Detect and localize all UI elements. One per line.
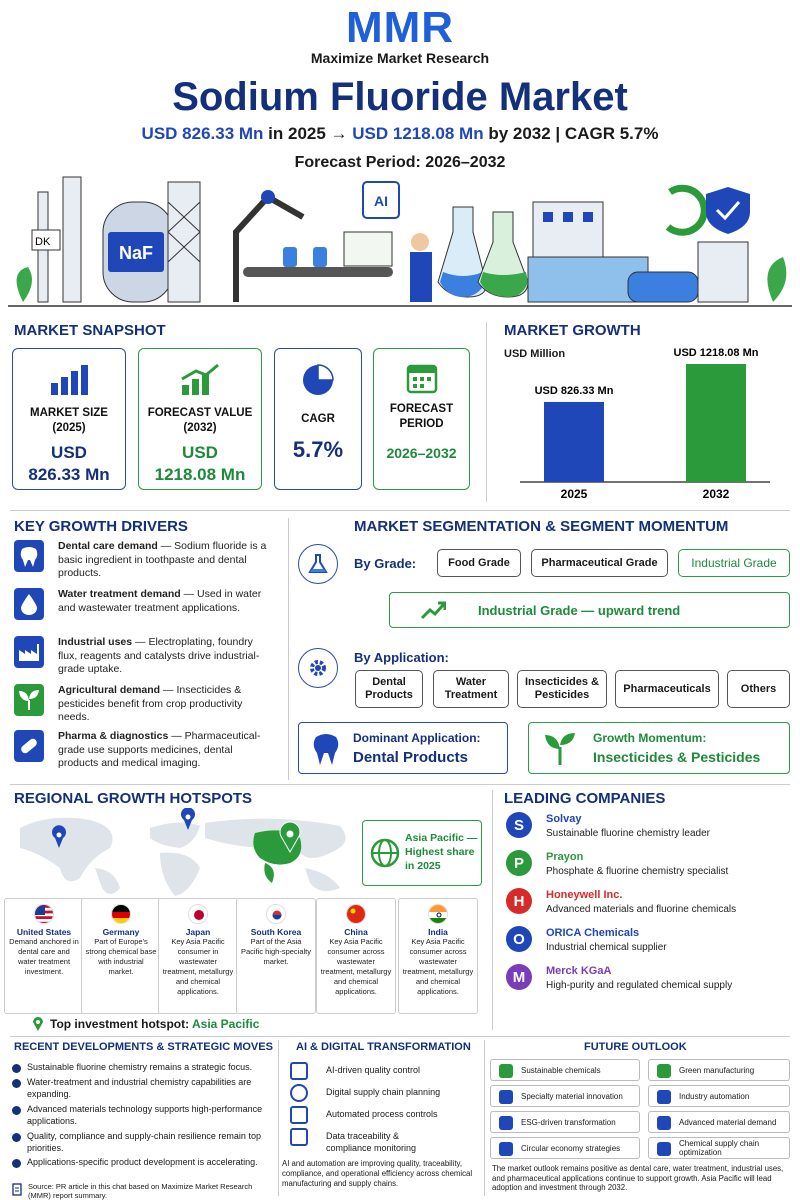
document-icon	[12, 1183, 22, 1196]
asia-pacific-callout	[362, 820, 482, 886]
outlook-item	[648, 1111, 790, 1133]
outlook-label: Specialty material innovation	[521, 1091, 623, 1101]
driver-head: Agricultural demand	[58, 684, 161, 696]
truck-icon	[657, 1142, 671, 1156]
ai-item: Automated process controls	[326, 1109, 438, 1119]
robot-arm-icon	[657, 1090, 671, 1104]
app-insecticides: Insecticides & Pesticides	[517, 670, 607, 708]
bar-chart-icon	[47, 363, 91, 397]
page-title: Sodium Fluoride Market	[172, 75, 628, 119]
forecast-period-value: 2026–2032	[386, 445, 457, 461]
grade-label: By Grade:	[354, 556, 417, 571]
check-bullet-icon	[12, 1133, 21, 1142]
category-label-2025: 2025	[560, 487, 588, 501]
gear-icon	[298, 648, 338, 688]
bulb-icon	[499, 1090, 513, 1104]
outlook-label: Green manufacturing	[679, 1065, 755, 1075]
country-desc: Key Asia Pacific consumer across wastewater treatment, metallurgy and chemical applications.	[402, 937, 474, 996]
section-divider	[486, 322, 487, 502]
globe-icon	[369, 837, 401, 869]
dk-label: DK	[35, 236, 51, 248]
check-bullet-icon	[12, 1079, 21, 1088]
app-others: Others	[727, 670, 790, 708]
chart-icon	[657, 1116, 671, 1130]
outlook-item	[648, 1059, 790, 1081]
outlook-title: FUTURE OUTLOOK	[584, 1041, 687, 1053]
outlook-note: The market outlook remains positive as dental care, water treatment, industrial uses, and pharmaceutical applications continue to support growth. Asia Pacific will lead adoption and investment through 2032.	[492, 1164, 784, 1192]
japan-flag-icon	[188, 904, 208, 924]
cagr-value: 5.7%	[292, 437, 344, 462]
us-flag-icon	[34, 904, 54, 924]
driver-item	[58, 588, 270, 615]
development-item: Applications-specific product development is accelerating.	[27, 1157, 258, 1167]
company-logo: S	[506, 812, 532, 838]
country-desc: Demand anchored in dental care and water treatment investment.	[9, 937, 79, 976]
growth-chart-icon	[178, 363, 222, 397]
value-2025: USD 826.33 Mn	[141, 124, 264, 143]
bar-2025	[544, 402, 604, 482]
company-name: Merck KGaA	[546, 965, 612, 977]
headline-connector: in 2025 →	[263, 124, 353, 143]
check-bullet-icon	[12, 1064, 21, 1073]
growth-unit: USD Million	[504, 348, 566, 360]
outlook-label: Chemical supply chain optimization	[679, 1139, 760, 1157]
country-card	[316, 898, 396, 1014]
regional-title: REGIONAL GROWTH HOTSPOTS	[14, 790, 253, 807]
location-pin-icon	[32, 1016, 44, 1032]
country-desc: Key Asia Pacific consumer across wastewater treatment, metallurgy and chemical applications.	[320, 937, 392, 996]
india-flag-icon	[428, 904, 448, 924]
driver-text: — Pharmaceutical-grade use supports medicines, dental products and medical imaging.	[58, 730, 261, 769]
growth-momentum-card	[528, 722, 790, 774]
driver-text: — Insecticides & pesticides benefit from crop productivity needs.	[58, 684, 243, 723]
sprout-icon	[543, 731, 577, 767]
forecast-value-card	[138, 348, 262, 490]
country-card	[81, 898, 161, 1014]
calendar-icon	[405, 361, 439, 395]
section-divider	[288, 518, 289, 780]
company-desc: Industrial chemical supplier	[546, 942, 667, 953]
industrial-trend-text: Industrial Grade — upward trend	[478, 603, 681, 618]
outlook-item	[490, 1085, 640, 1107]
driver-text: — Sodium fluoride is a basic ingredient in toothpaste and dental products.	[58, 540, 267, 579]
leaf-icon	[14, 684, 44, 716]
hotspot-label: Top investment hotspot:	[50, 1017, 190, 1031]
forecast-period-label: FORECAST PERIOD	[389, 403, 454, 430]
factory-icon	[657, 1064, 671, 1078]
company-desc: Advanced materials and fluorine chemicals	[546, 904, 737, 915]
section-divider	[10, 784, 790, 785]
company-name: Honeywell Inc.	[546, 889, 623, 901]
section-divider	[278, 1040, 279, 1196]
momentum-label: Growth Momentum:	[593, 731, 707, 745]
category-label-2032: 2032	[702, 487, 730, 501]
outlook-label: Circular economy strategies	[521, 1143, 621, 1153]
water-drop-icon	[14, 588, 44, 620]
data-label-2025: USD 826.33 Mn	[534, 384, 614, 397]
company-logo: M	[506, 964, 532, 990]
china-flag-icon	[346, 904, 366, 924]
hotspot-line	[50, 1017, 259, 1031]
segmentation-title: MARKET SEGMENTATION & SEGMENT MOMENTUM	[354, 518, 729, 535]
country-desc: Key Asia Pacific consumer in wastewater treatment, metallurgy and chemical applications.	[162, 937, 234, 996]
flask-icon	[298, 544, 338, 584]
pill-icon	[14, 730, 44, 762]
driver-text: — Used in water and wastewater treatment applications.	[58, 588, 262, 614]
check-bullet-icon	[12, 1159, 21, 1168]
market-size-value: USD 826.33 Mn	[28, 443, 110, 484]
development-item: Quality, compliance and supply-chain resilience remain top priorities.	[27, 1131, 261, 1153]
outlook-item	[490, 1111, 640, 1133]
grade-industrial: Industrial Grade	[678, 549, 790, 577]
grade-food: Food Grade	[437, 549, 521, 577]
cagr-label: CAGR	[301, 413, 335, 425]
country-card	[398, 898, 478, 1014]
dominant-application-card	[298, 722, 508, 774]
esg-icon	[499, 1116, 513, 1130]
country-name: China	[344, 927, 368, 937]
shield-check-icon	[290, 1128, 308, 1146]
ai-note: AI and automation are improving quality, traceability, compliance, and operational efficiency across chemical manufacturing and supply chains.	[282, 1159, 473, 1188]
application-label: By Application:	[354, 650, 449, 665]
naf-label: NaF	[118, 243, 154, 263]
germany-flag-icon	[111, 904, 131, 924]
ai-item: AI-driven quality control	[326, 1065, 421, 1075]
company-name: ORICA Chemicals	[546, 927, 640, 939]
driver-text: — Electroplating, foundry flux, reagents and catalysts drive industrial-grade uptake.	[58, 636, 260, 675]
driver-item	[58, 684, 270, 725]
brand-name: Maximize Market Research	[310, 50, 490, 66]
country-name: Japan	[185, 927, 211, 937]
company-logo: P	[506, 850, 532, 876]
driver-item	[58, 636, 270, 677]
ai-item: Data traceability & compliance monitoring	[326, 1131, 417, 1153]
data-label-2032: USD 1218.08 Mn	[673, 347, 759, 359]
country-name: Germany	[102, 927, 140, 937]
world-map	[10, 808, 360, 900]
supply-chain-icon	[290, 1084, 308, 1102]
snapshot-title: MARKET SNAPSHOT	[14, 322, 166, 339]
country-name: South Korea	[250, 927, 302, 937]
outlook-item	[490, 1137, 640, 1159]
forecast-value-value: USD 1218.08 Mn	[154, 443, 246, 484]
outlook-item	[648, 1137, 790, 1159]
headline-cagr: by 2032 | CAGR 5.7%	[483, 124, 659, 143]
forecast-period: Forecast Period: 2026–2032	[294, 154, 506, 171]
app-water: Water Treatment	[433, 670, 509, 708]
development-item: Advanced materials technology supports high-performance applications.	[27, 1104, 263, 1126]
pie-chart-icon	[301, 363, 335, 397]
outlook-label: Industry automation	[679, 1091, 750, 1101]
forecast-period-card	[373, 348, 470, 490]
section-divider	[492, 790, 493, 1030]
cagr-card	[274, 348, 362, 490]
factory-icon	[14, 636, 44, 668]
ai-title: AI & DIGITAL TRANSFORMATION	[296, 1041, 471, 1053]
momentum-value: Insecticides & Pesticides	[593, 749, 761, 765]
driver-head: Industrial uses	[58, 636, 133, 648]
bar-2032	[686, 364, 746, 482]
app-pharmaceuticals: Pharmaceuticals	[615, 670, 719, 708]
check-bullet-icon	[12, 1106, 21, 1115]
company-name: Solvay	[546, 813, 582, 825]
company-name: Prayon	[546, 851, 584, 863]
driver-head: Dental care demand	[58, 540, 158, 552]
country-desc: Part of Europe's strong chemical base with industrial market.	[85, 937, 157, 976]
hotspot-value: Asia Pacific	[192, 1017, 260, 1031]
leaf-icon	[499, 1064, 513, 1078]
development-item: Sustainable fluorine chemistry remains a strategic focus.	[27, 1062, 253, 1072]
drivers-title: KEY GROWTH DRIVERS	[14, 518, 188, 535]
industrial-trend-banner	[389, 592, 790, 628]
developments-title: RECENT DEVELOPMENTS & STRATEGIC MOVES	[14, 1041, 273, 1053]
ai-chip-icon	[290, 1062, 308, 1080]
growth-bar-chart	[500, 340, 790, 510]
outlook-label: Advanced material demand	[679, 1117, 777, 1127]
dominant-label: Dominant Application:	[353, 731, 481, 745]
companies-title: LEADING COMPANIES	[504, 790, 666, 807]
south-korea-flag-icon	[266, 904, 286, 924]
section-divider	[10, 510, 790, 511]
section-divider	[484, 1040, 485, 1196]
dominant-value: Dental Products	[353, 749, 469, 766]
forecast-value-label: FORECAST VALUE (2032)	[147, 407, 253, 434]
country-desc: Part of the Asia Pacific high-specialty market.	[240, 937, 312, 966]
company-desc: Sustainable fluorine chemistry leader	[546, 828, 710, 839]
country-card	[4, 898, 84, 1014]
outlook-label: Sustainable chemicals	[521, 1065, 601, 1075]
gears-icon	[290, 1106, 308, 1124]
tooth-icon	[14, 540, 44, 572]
company-logo: H	[506, 888, 532, 914]
outlook-item	[648, 1085, 790, 1107]
mmr-logo: MMR	[345, 3, 455, 52]
ai-chip-label: AI	[374, 193, 388, 209]
ai-item: Digital supply chain planning	[326, 1087, 441, 1097]
value-2032: USD 1218.08 Mn	[352, 124, 484, 143]
company-logo: O	[506, 926, 532, 952]
grade-pharmaceutical: Pharmaceutical Grade	[531, 549, 668, 577]
callout-text: Asia Pacific — Highest share in 2025	[405, 832, 478, 872]
country-card	[158, 898, 238, 1014]
driver-head: Water treatment demand	[58, 588, 181, 600]
upward-trend-icon	[420, 600, 446, 620]
outlook-item	[490, 1059, 640, 1081]
development-item: Water-treatment and industrial chemistry capabilities are expanding.	[27, 1077, 252, 1099]
growth-title: MARKET GROWTH	[504, 322, 641, 339]
industry-illustration	[8, 172, 792, 310]
market-size-label: MARKET SIZE (2025)	[30, 407, 108, 434]
outlook-label: ESG-driven transformation	[521, 1117, 616, 1127]
section-divider	[10, 1036, 790, 1037]
driver-item	[58, 730, 270, 771]
driver-head: Pharma & diagnostics	[58, 730, 169, 742]
recycle-icon	[499, 1142, 513, 1156]
country-name: United States	[16, 927, 72, 937]
company-desc: Phosphate & fluorine chemistry specialist	[546, 866, 729, 877]
market-size-card	[12, 348, 126, 490]
app-dental: Dental Products	[355, 670, 423, 708]
driver-item	[58, 540, 270, 581]
source-note: Source: PR article in this chat based on Maximize Market Research (MMR) report summary.	[28, 1182, 253, 1200]
company-desc: High-purity and regulated chemical supply	[546, 980, 733, 991]
headline-stats	[0, 124, 800, 144]
country-card	[236, 898, 316, 1014]
country-name: India	[428, 927, 448, 937]
tooth-icon	[311, 731, 341, 767]
